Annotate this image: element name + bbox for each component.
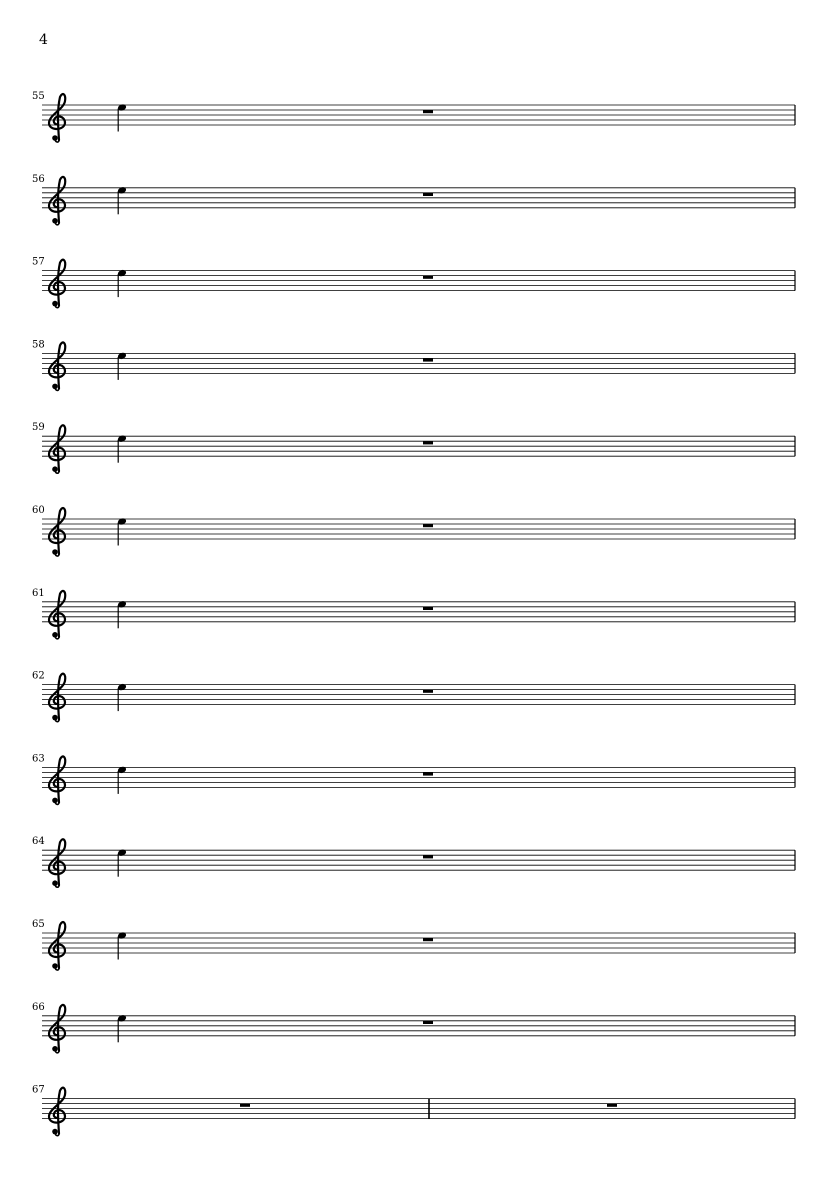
treble-clef-body [49,591,65,637]
treble-clef-body [49,425,65,471]
measure-number: 59 [32,422,45,434]
treble-clef-icon [49,922,65,970]
treble-clef-body [49,177,65,223]
measure-number: 60 [32,505,45,516]
treble-clef-icon [49,425,65,473]
treble-clef-icon [49,1005,65,1053]
staff-system [32,753,795,804]
quarter-note [117,517,127,545]
treble-clef-body [49,1088,65,1134]
treble-clef-body [49,922,65,968]
staff-system [32,505,795,556]
measure-number: 56 [32,173,45,185]
measure-number: 61 [32,587,45,599]
treble-clef-body [49,342,65,388]
treble-clef-icon [49,94,65,142]
whole-rest [423,524,433,527]
staff-system [32,257,795,308]
measure-number: 55 [32,91,45,102]
treble-clef-icon [49,674,65,722]
treble-clef-icon [49,508,65,556]
treble-clef-body [49,94,65,140]
whole-rest [423,276,433,279]
quarter-note [117,931,127,959]
measure-number: 64 [32,836,45,848]
treble-clef-icon [49,756,65,804]
staff-system [32,422,795,473]
quarter-note [117,848,127,876]
whole-rest [423,690,433,693]
staff-system [32,919,795,970]
treble-clef-icon [49,1088,65,1136]
page-number: 4 [39,32,48,48]
treble-clef-icon [49,839,65,887]
treble-clef-body [49,839,65,885]
measure-number: 63 [32,753,45,765]
staff-system [32,671,795,722]
quarter-note [117,1014,127,1042]
staff-system [32,1002,795,1053]
quarter-note [117,352,127,380]
whole-rest [423,441,433,444]
quarter-note [117,766,127,794]
whole-rest [423,110,433,113]
staff-system [32,588,795,639]
treble-clef-body [49,674,65,720]
quarter-note [117,186,127,214]
treble-clef-body [49,260,65,306]
quarter-note [117,269,127,297]
measure-number: 65 [32,919,45,930]
quarter-note [117,103,127,131]
treble-clef-body [49,756,65,802]
treble-clef-icon [49,342,65,390]
measure-number: 67 [32,1084,45,1096]
treble-clef-body [49,1005,65,1051]
whole-rest [423,772,433,775]
quarter-note [117,434,127,462]
whole-rest [423,938,433,941]
staff-system [32,91,795,142]
whole-rest [423,358,433,361]
staff-system [32,339,795,390]
measure-number: 58 [32,339,45,351]
whole-rest [423,855,433,858]
quarter-note [117,600,127,628]
treble-clef-body [49,508,65,554]
whole-rest [423,193,433,196]
measure-number: 66 [32,1001,45,1013]
whole-rest [607,1104,617,1107]
whole-rest [423,607,433,610]
treble-clef-icon [49,260,65,308]
treble-clef-icon [49,177,65,225]
whole-rest [423,1021,433,1024]
staff-system [32,174,795,225]
whole-rest [240,1104,250,1107]
measure-number: 57 [32,256,45,268]
treble-clef-icon [49,591,65,639]
staff-system [32,1085,795,1136]
staff-system [32,836,795,887]
measure-number: 62 [32,670,45,682]
quarter-note [117,683,127,711]
